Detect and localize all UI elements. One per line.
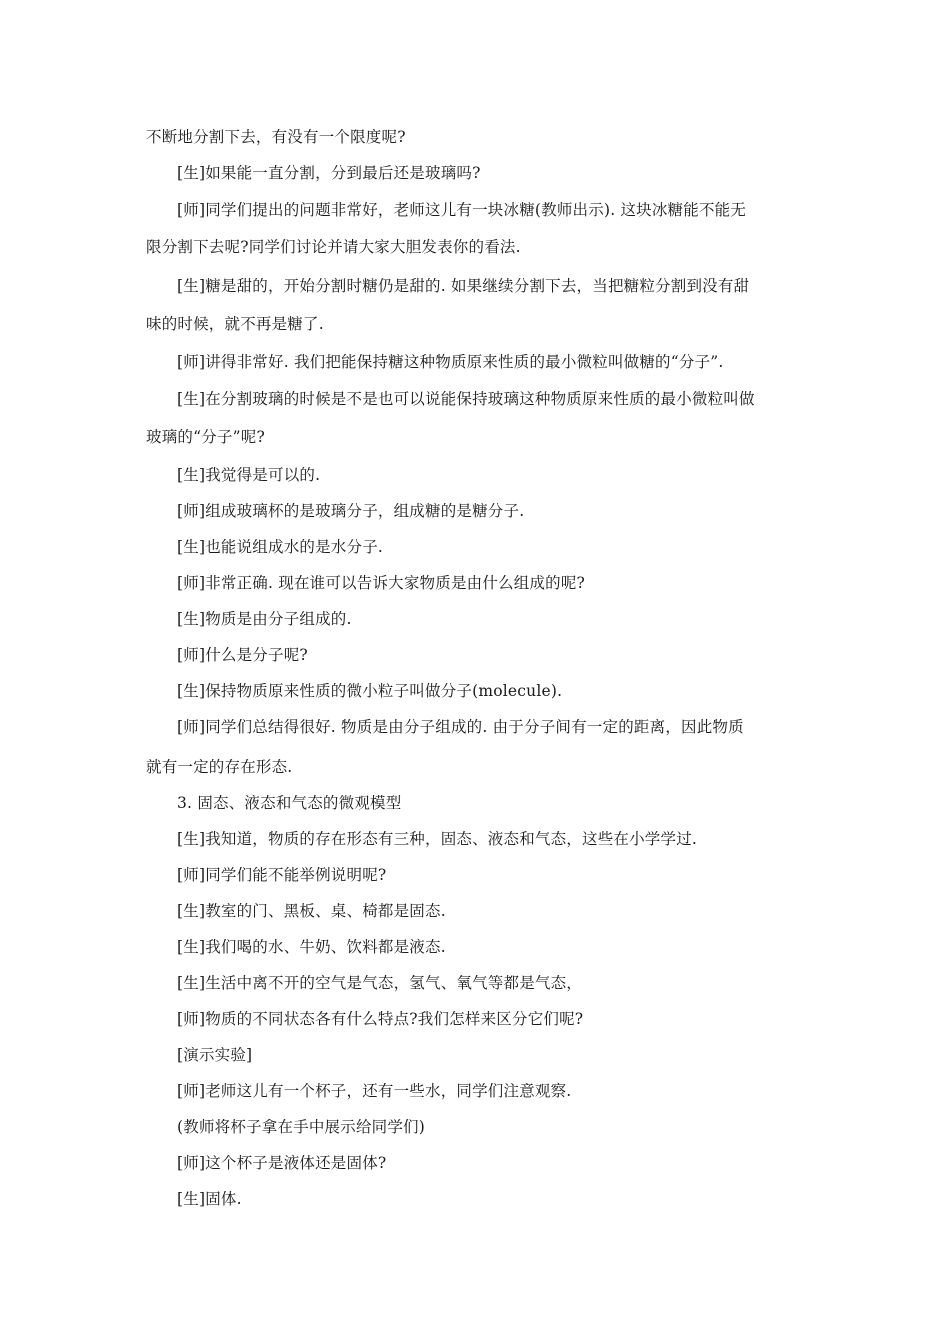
text-line: 味的时候，就不再是糖了. xyxy=(146,315,324,333)
text-line: [师]同学们总结得很好. 物质是由分子组成的. 由于分子间有一定的距离，因此物质 xyxy=(177,718,744,736)
section-heading: 3. 固态、液态和气态的微观模型 xyxy=(177,794,402,812)
text-line: 限分割下去呢?同学们讨论并请大家大胆发表你的看法. xyxy=(146,238,521,256)
text-line: [师]组成玻璃杯的是玻璃分子，组成糖的是糖分子. xyxy=(177,502,525,520)
text-line: [师]物质的不同状态各有什么特点?我们怎样来区分它们呢? xyxy=(177,1010,584,1028)
text-line: [生]我知道，物质的存在形态有三种，固态、液态和气态，这些在小学学过. xyxy=(177,830,698,848)
text-line: (教师将杯子拿在手中展示给同学们) xyxy=(177,1118,425,1136)
text-line: [生]在分割玻璃的时候是不是也可以说能保持玻璃这种物质原来性质的最小微粒叫做 xyxy=(177,390,755,408)
text-line: [师]什么是分子呢? xyxy=(177,646,308,664)
text-line: [生]保持物质原来性质的微小粒子叫做分子(molecule). xyxy=(177,682,563,700)
text-line: [生]物质是由分子组成的. xyxy=(177,610,352,628)
text-line: [师]老师这儿有一个杯子，还有一些水，同学们注意观察. xyxy=(177,1082,572,1100)
text-line: [师]同学们能不能举例说明呢? xyxy=(177,866,387,884)
text-line: [师]同学们提出的问题非常好，老师这儿有一块冰糖(教师出示). 这块冰糖能不能无 xyxy=(177,201,747,219)
text-line: 就有一定的存在形态. xyxy=(146,758,293,776)
text-line: 不断地分割下去，有没有一个限度呢? xyxy=(146,128,406,146)
text-line: [师]这个杯子是液体还是固体? xyxy=(177,1154,387,1172)
text-line: [生]我们喝的水、牛奶、饮料都是液态. xyxy=(177,938,446,956)
text-line: 玻璃的“分子”呢? xyxy=(146,428,265,446)
text-line: [生]也能说组成水的是水分子. xyxy=(177,538,384,556)
text-line: [生]生活中离不开的空气是气态，氢气、氧气等都是气态， xyxy=(177,974,582,992)
text-line: [生]教室的门、黑板、桌、椅都是固态. xyxy=(177,902,446,920)
text-line: [生]固体. xyxy=(177,1190,242,1208)
text-line: [师]讲得非常好. 我们把能保持糖这种物质原来性质的最小微粒叫做糖的“分子”. xyxy=(177,353,724,371)
text-line: [生]如果能一直分割，分到最后还是玻璃吗? xyxy=(177,164,481,182)
text-line: [师]非常正确. 现在谁可以告诉大家物质是由什么组成的呢? xyxy=(177,574,586,592)
text-line: [演示实验] xyxy=(177,1046,253,1064)
text-line: [生]糖是甜的，开始分割时糖仍是甜的. 如果继续分割下去，当把糖粒分割到没有甜 xyxy=(177,277,750,295)
text-line: [生]我觉得是可以的. xyxy=(177,466,321,484)
